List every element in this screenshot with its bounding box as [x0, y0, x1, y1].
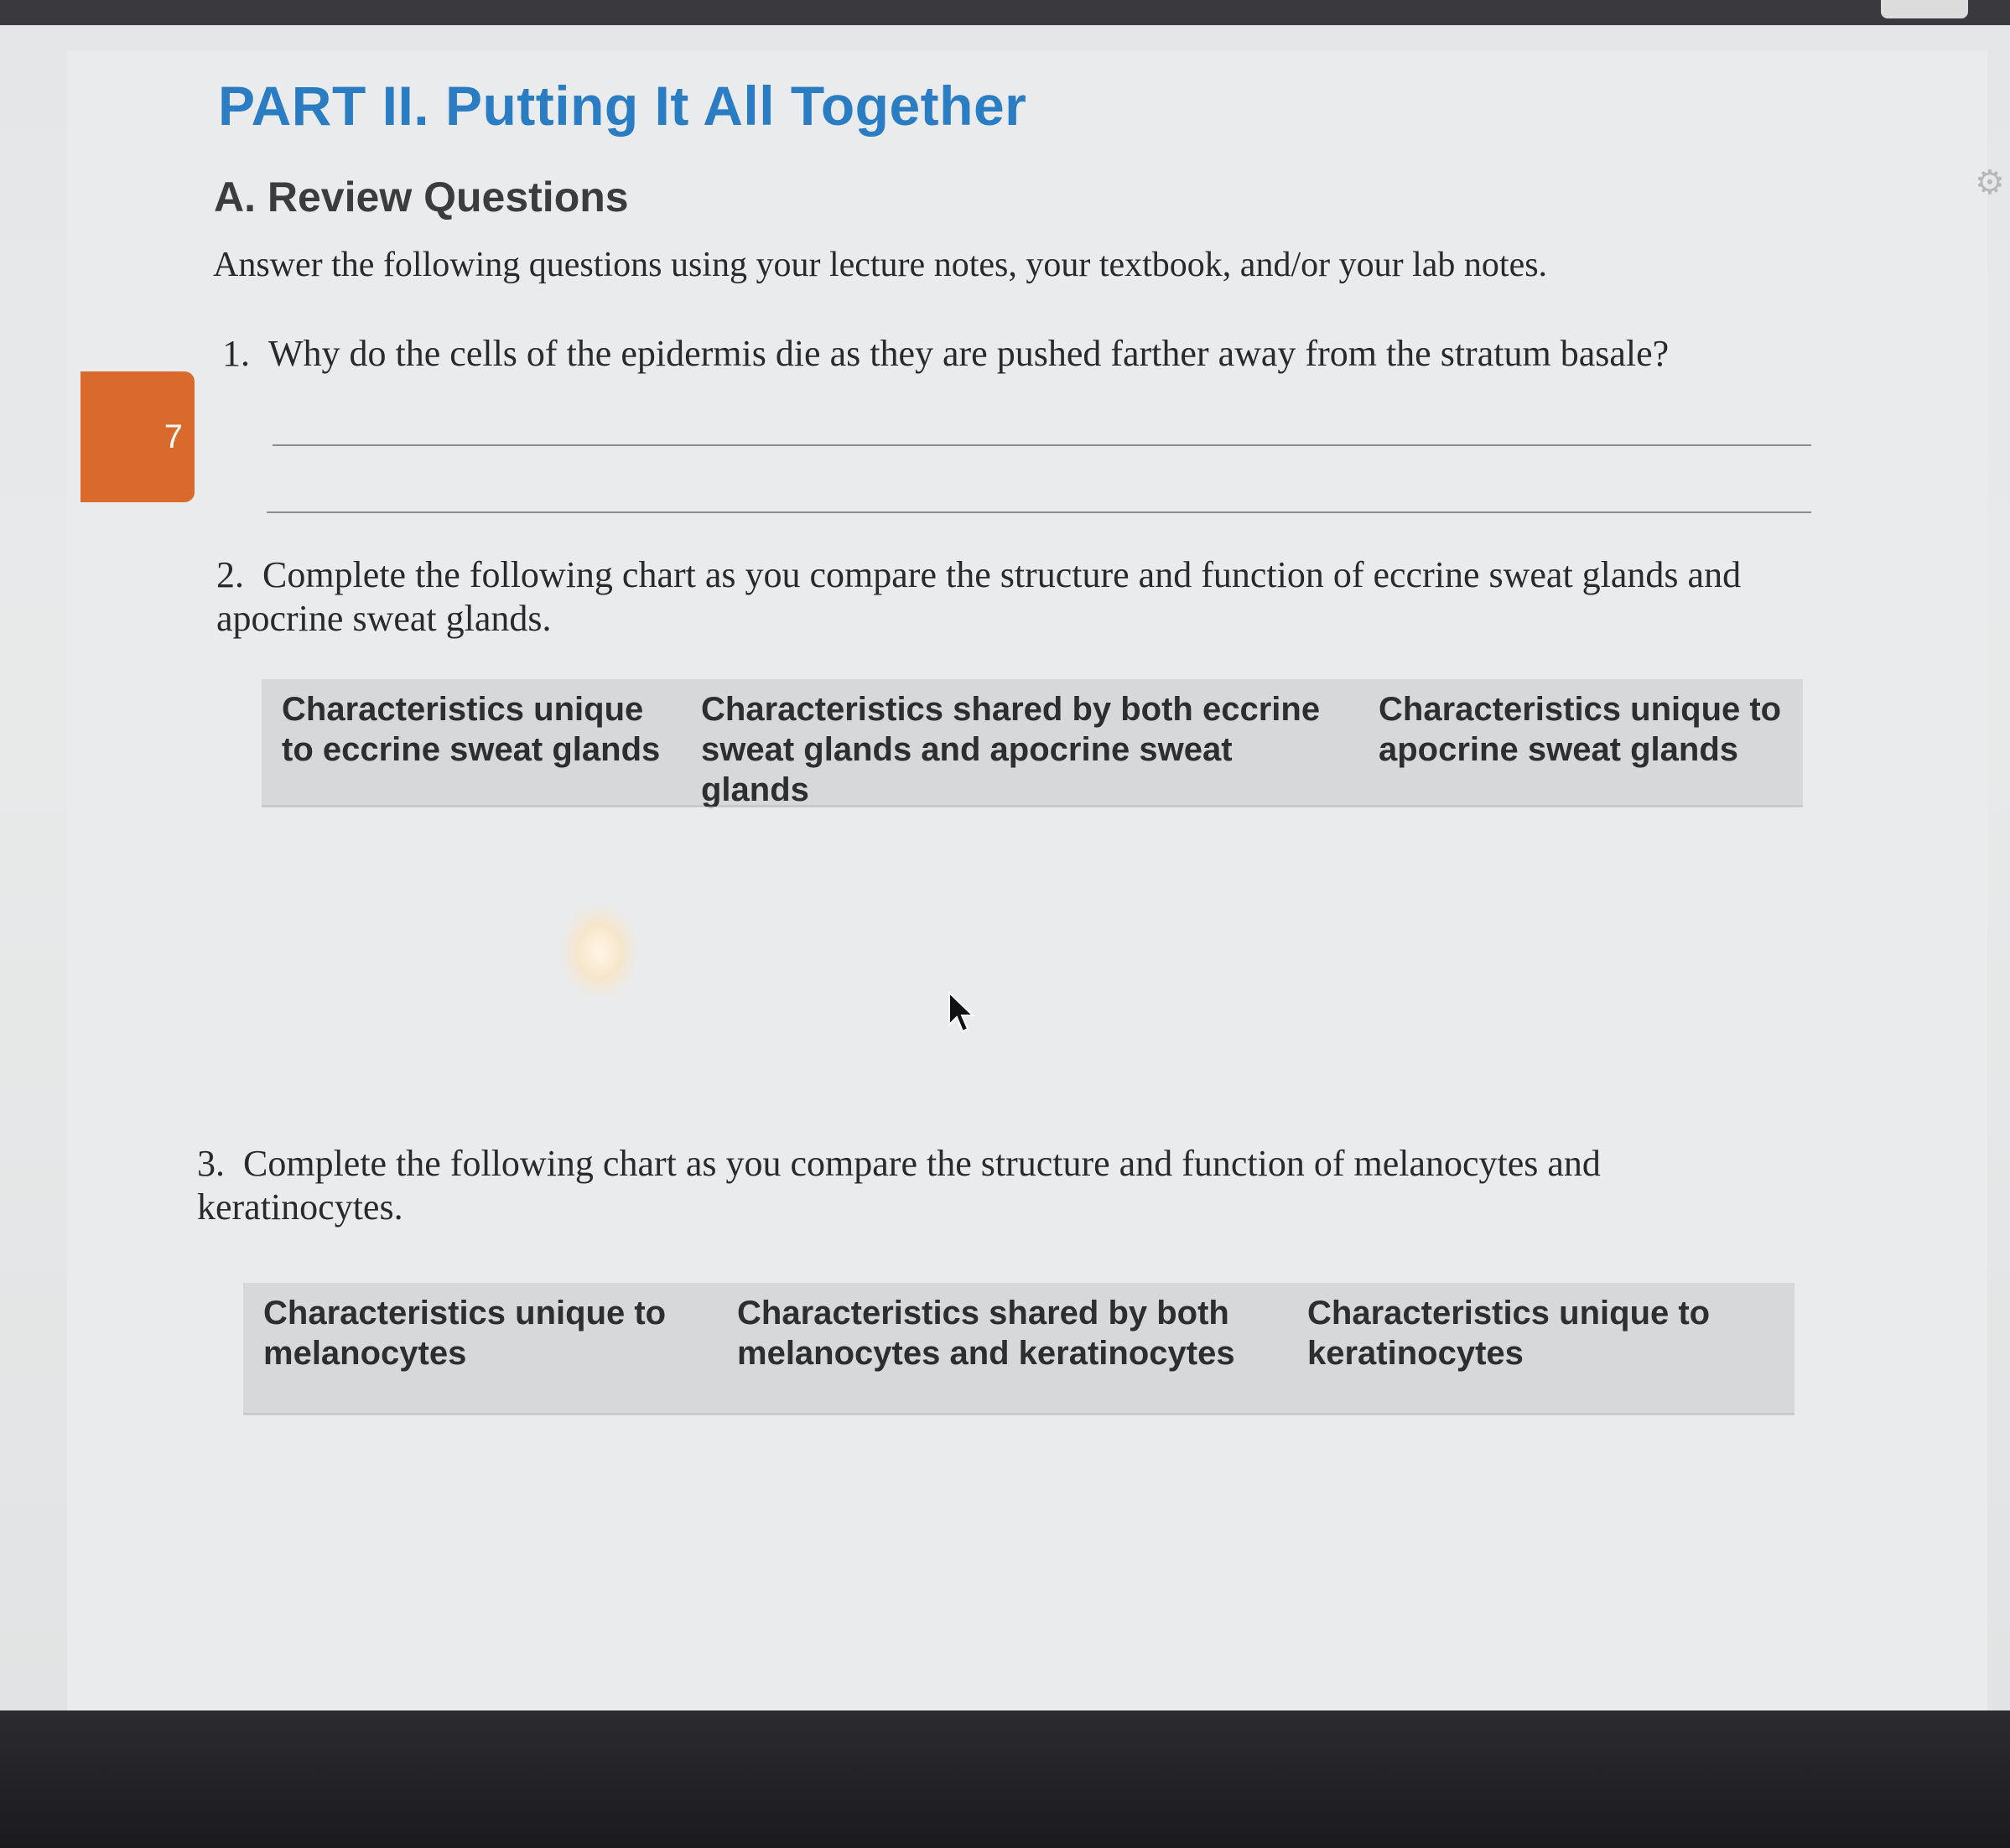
question-text: Complete the following chart as you compare the structure and function of eccrine sweat glands and apocrine sweat glands.: [216, 554, 1742, 639]
gear-icon[interactable]: ⚙: [1975, 164, 2005, 201]
question-number: 2.: [216, 554, 244, 595]
page-title: PART II. Putting It All Together: [218, 75, 1027, 137]
melanocytes-chart-header: [243, 1283, 1794, 1415]
chart-header-apocrine: Characteristics unique to apocrine sweat glands: [1379, 691, 1782, 768]
question-number: 1.: [222, 333, 250, 374]
sweat-glands-chart-body[interactable]: [262, 807, 1803, 1109]
question-text: Complete the following chart as you compare the structure and function of melanocytes and keratinocytes.: [197, 1143, 1601, 1228]
answer-line-1[interactable]: [273, 444, 1811, 446]
answer-line-2[interactable]: [267, 511, 1811, 513]
page-number-badge: [81, 371, 195, 502]
chart-header-melanocytes: Characteristics unique to melanocytes: [263, 1295, 667, 1372]
sweat-glands-chart-header: [262, 679, 1803, 807]
question-3: [197, 1142, 1723, 1229]
chart-header-keratinocytes: Characteristics unique to keratinocytes: [1307, 1295, 1711, 1372]
chart-header-shared: Characteristics shared by both melanocytes and keratinocytes: [737, 1295, 1235, 1372]
question-1: [222, 332, 1815, 376]
melanocytes-chart-body[interactable]: [243, 1415, 1794, 1684]
page-number: 7: [164, 418, 183, 455]
question-number: 3.: [197, 1143, 225, 1184]
chart-header-eccrine: Characteristics unique to eccrine sweat glands: [282, 691, 661, 768]
chart-header-shared: Characteristics shared by both eccrine sweat glands and apocrine sweat glands: [701, 691, 1321, 808]
section-heading: A. Review Questions: [214, 174, 629, 221]
window-top-tab: [1881, 0, 1968, 18]
arrow-cursor-icon: [948, 991, 976, 1035]
instructions-text: Answer the following questions using your lecture notes, your textbook, and/or your lab notes.: [213, 246, 1548, 284]
question-text: Why do the cells of the epidermis die as they are pushed farther away from the stratum basale?: [268, 333, 1670, 374]
monitor-bezel: [0, 1710, 2010, 1848]
question-2: [216, 553, 1759, 641]
screen-glare: [562, 906, 637, 998]
